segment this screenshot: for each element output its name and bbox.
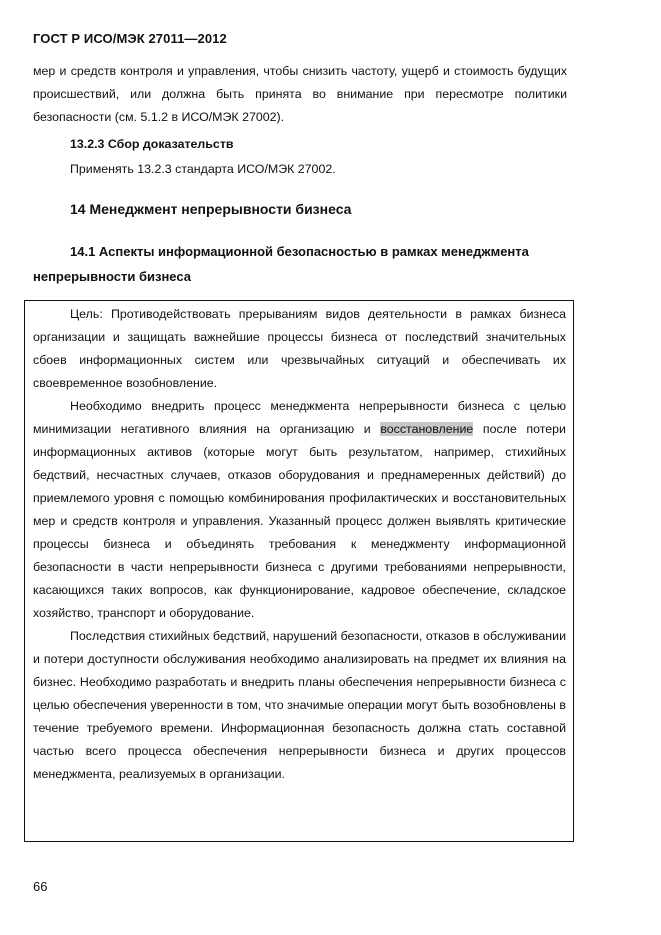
continued-paragraph: мер и средств контроля и управления, чтобы снизить частоту, ущерб и стоимость будущих происшествий, или должна быть принята во внимание при пересмотре политики безопасности (см. 5.1.2 в ИСО/МЭК 27002). xyxy=(33,64,567,124)
section-14-heading: 14 Менеджмент непрерывности бизнеса xyxy=(70,201,352,217)
bcm-process-paragraph xyxy=(33,395,566,625)
page-number: 66 xyxy=(33,879,48,894)
section-13-2-3-heading: 13.2.3 Сбор доказательств xyxy=(70,137,234,151)
objective-paragraph: Цель: Противодействовать прерываниям видов деятельности в рамках бизнеса организации и защищать важнейшие процессы бизнеса от последствий значительных сбоев информационных систем или чрезвычайных ситуаций и обеспечивать их своевременное возобновление. xyxy=(33,307,566,390)
bcm-text-start: Необходимо внедрить процесс менеджмента непрерывности бизнеса с целью минимизации негативного влияния на организацию и xyxy=(33,399,566,436)
standard-header: ГОСТ Р ИСО/МЭК 27011—2012 xyxy=(33,31,227,46)
objective-box xyxy=(24,300,574,842)
section-14-1-heading: 14.1 Аспекты информационной безопасностью в рамках менеджмента непрерывности бизнеса xyxy=(33,244,529,284)
bcm-text-end: после потери информационных активов (которые могут быть результатом, например, стихийных бедствий, несчастных случаев, отказов оборудования и преднамеренных действий) до приемлемого уровня с помощью комбинирования профилактических и восстановительных мер и средств контроля и управления. Указанный процесс должен выявлять критические процессы бизнеса и объединять требования к менеджменту информационной безопасности в части непрерывности бизнеса с другими требованиями непрерывности, касающихся таких вопросов, как функционирование, кадровое обеспечение, складское хозяйство, транспорт и оборудование. xyxy=(33,422,566,620)
section-13-2-3-text: Применять 13.2.3 стандарта ИСО/МЭК 27002. xyxy=(70,162,336,176)
highlighted-word: восстановление xyxy=(380,422,474,436)
objective-box-content xyxy=(33,303,566,786)
consequences-paragraph: Последствия стихийных бедствий, нарушений безопасности, отказов в обслуживании и потери доступности обслуживания необходимо анализировать на предмет их влияния на бизнес. Необходимо разработать и внедрить планы обеспечения непрерывности бизнеса с целью обеспечения уверенности в том, что значимые операции могут быть возобновлены в течение требуемого времени. Информационная безопасность должна стать составной частью всего процесса обеспечения непрерывности бизнеса и других процессов менеджмента, реализуемых в организации. xyxy=(33,629,566,781)
